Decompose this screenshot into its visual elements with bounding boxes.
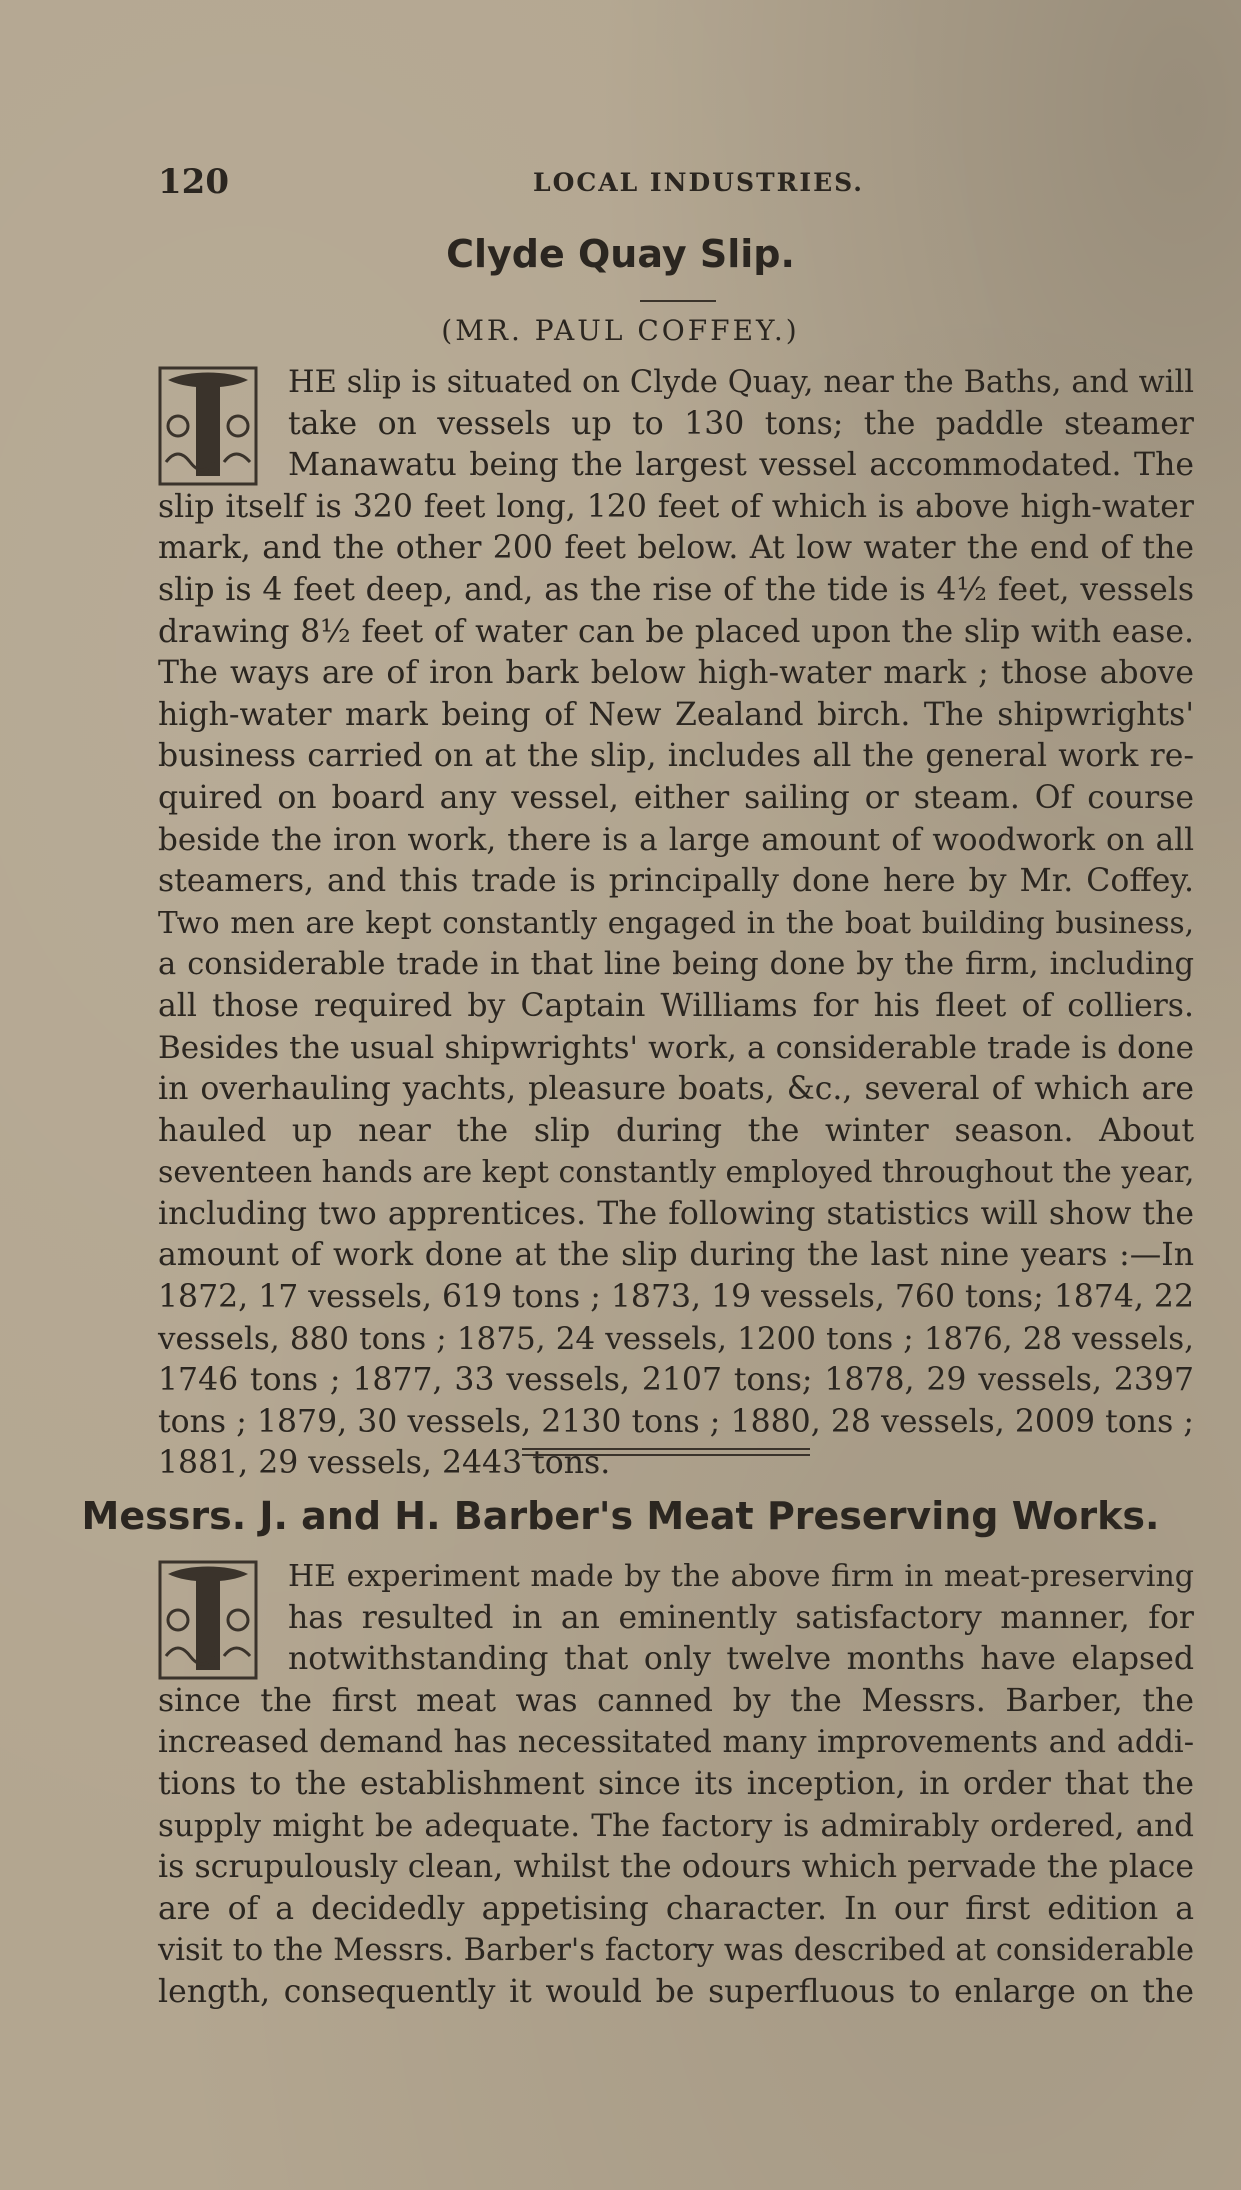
text-line: take on vessels up to 130 tons; the paddle steamer [288,405,1194,442]
section-title-barber-meat-works: Messrs. J. and H. Barber's Meat Preserving Works. [81,1494,1160,1538]
text-line: tons ; 1879, 30 vessels, 2130 tons ; 1880, 28 vessels, 2009 tons ; [158,1403,1194,1440]
running-head [158,162,1198,202]
text-line: high-water mark being of New Zealand birch. The shipwrights' [158,696,1194,733]
text-line: seventeen hands are kept constantly employed throughout the year, [158,1155,1195,1191]
decorative-initial-t-icon [158,1560,258,1680]
text-line: mark, and the other 200 feet below. At low water the end of the [158,530,1194,567]
text-line: Manawatu being the largest vessel accommodated. The [288,447,1194,484]
paragraph [158,362,1194,1485]
paragraph [158,1556,1194,2014]
section-divider [522,1448,810,1456]
section-title-clyde-quay-slip: Clyde Quay Slip. [446,232,795,276]
text-line: amount of work done at the slip during the last nine years :—In [158,1237,1194,1274]
text-line: supply might be adequate. The factory is admirably ordered, and [158,1807,1194,1844]
text-line: HE slip is situated on Clyde Quay, near the Baths, and will [288,365,1194,400]
text-line: are of a decidedly appetising character. In our first edition a [158,1890,1194,1927]
text-line: visit to the Messrs. Barber's factory was described at considerable [158,1933,1194,1969]
text-line: hauled up near the slip during the winter season. About [158,1112,1194,1149]
text-line: The ways are of iron bark below high-water mark ; those above [158,655,1194,692]
text-line: vessels, 880 tons ; 1875, 24 vessels, 1200 tons ; 1876, 28 vessels, [158,1320,1194,1357]
section-barber-meat-works [158,1556,1194,2014]
text-line: since the first meat was canned by the Messrs. Barber, the [158,1682,1194,1719]
text-line: steamers, and this trade is principally done here by Mr. Coffey. [158,863,1194,900]
text-line: length, consequently it would be superfluous to enlarge on the [158,1973,1194,2010]
text-line: quired on board any vessel, either sailing or steam. Of course [158,779,1194,816]
text-line: is scrupulously clean, whilst the odours which pervade the place [158,1849,1194,1886]
text-line: 1881, 29 vessels, 2443 tons. [158,1445,611,1482]
text-line: all those required by Captain Williams for his fleet of colliers. [158,987,1194,1024]
text-line: notwithstanding that only twelve months have elapsed [288,1641,1194,1678]
text-line: increased demand has necessitated many improvements and addi- [158,1725,1194,1761]
text-line: in overhauling yachts, pleasure boats, &c., several of which are [158,1071,1194,1108]
text-line: HE experiment made by the above firm in meat-preserving [288,1559,1194,1594]
text-line: tions to the establishment since its inception, in order that the [158,1765,1194,1802]
text-line: business carried on at the slip, includes all the general work re- [158,738,1194,775]
page-number: 120 [158,162,229,202]
text-line: slip is 4 feet deep, and, as the rise of the tide is 4½ feet, vessels [158,571,1194,608]
title-rule [640,300,716,302]
decorative-initial-t-icon [158,366,258,486]
text-line: slip itself is 320 feet long, 120 feet of which is above high-water [158,488,1194,525]
text-line: Besides the usual shipwrights' work, a considerable trade is done [158,1029,1194,1066]
text-line: 1746 tons ; 1877, 33 vessels, 2107 tons; 1878, 29 vessels, 2397 [158,1362,1194,1399]
text-line: 1872, 17 vessels, 619 tons ; 1873, 19 vessels, 760 tons; 1874, 22 [158,1279,1194,1316]
section-clyde-quay-slip [158,362,1194,1485]
running-title: LOCAL INDUSTRIES. [533,168,865,197]
text-line: has resulted in an eminently satisfactory manner, for [288,1599,1194,1636]
text-line: beside the iron work, there is a large amount of woodwork on all [158,821,1194,858]
section-byline: (MR. PAUL COFFEY.) [441,314,800,347]
text-line: including two apprentices. The following statistics will show the [158,1195,1194,1232]
text-line: drawing 8½ feet of water can be placed upon the slip with ease. [158,613,1194,650]
text-line: Two men are kept constantly engaged in the boat building business, [158,905,1194,940]
text-line: a considerable trade in that line being done by the firm, including [158,947,1194,983]
